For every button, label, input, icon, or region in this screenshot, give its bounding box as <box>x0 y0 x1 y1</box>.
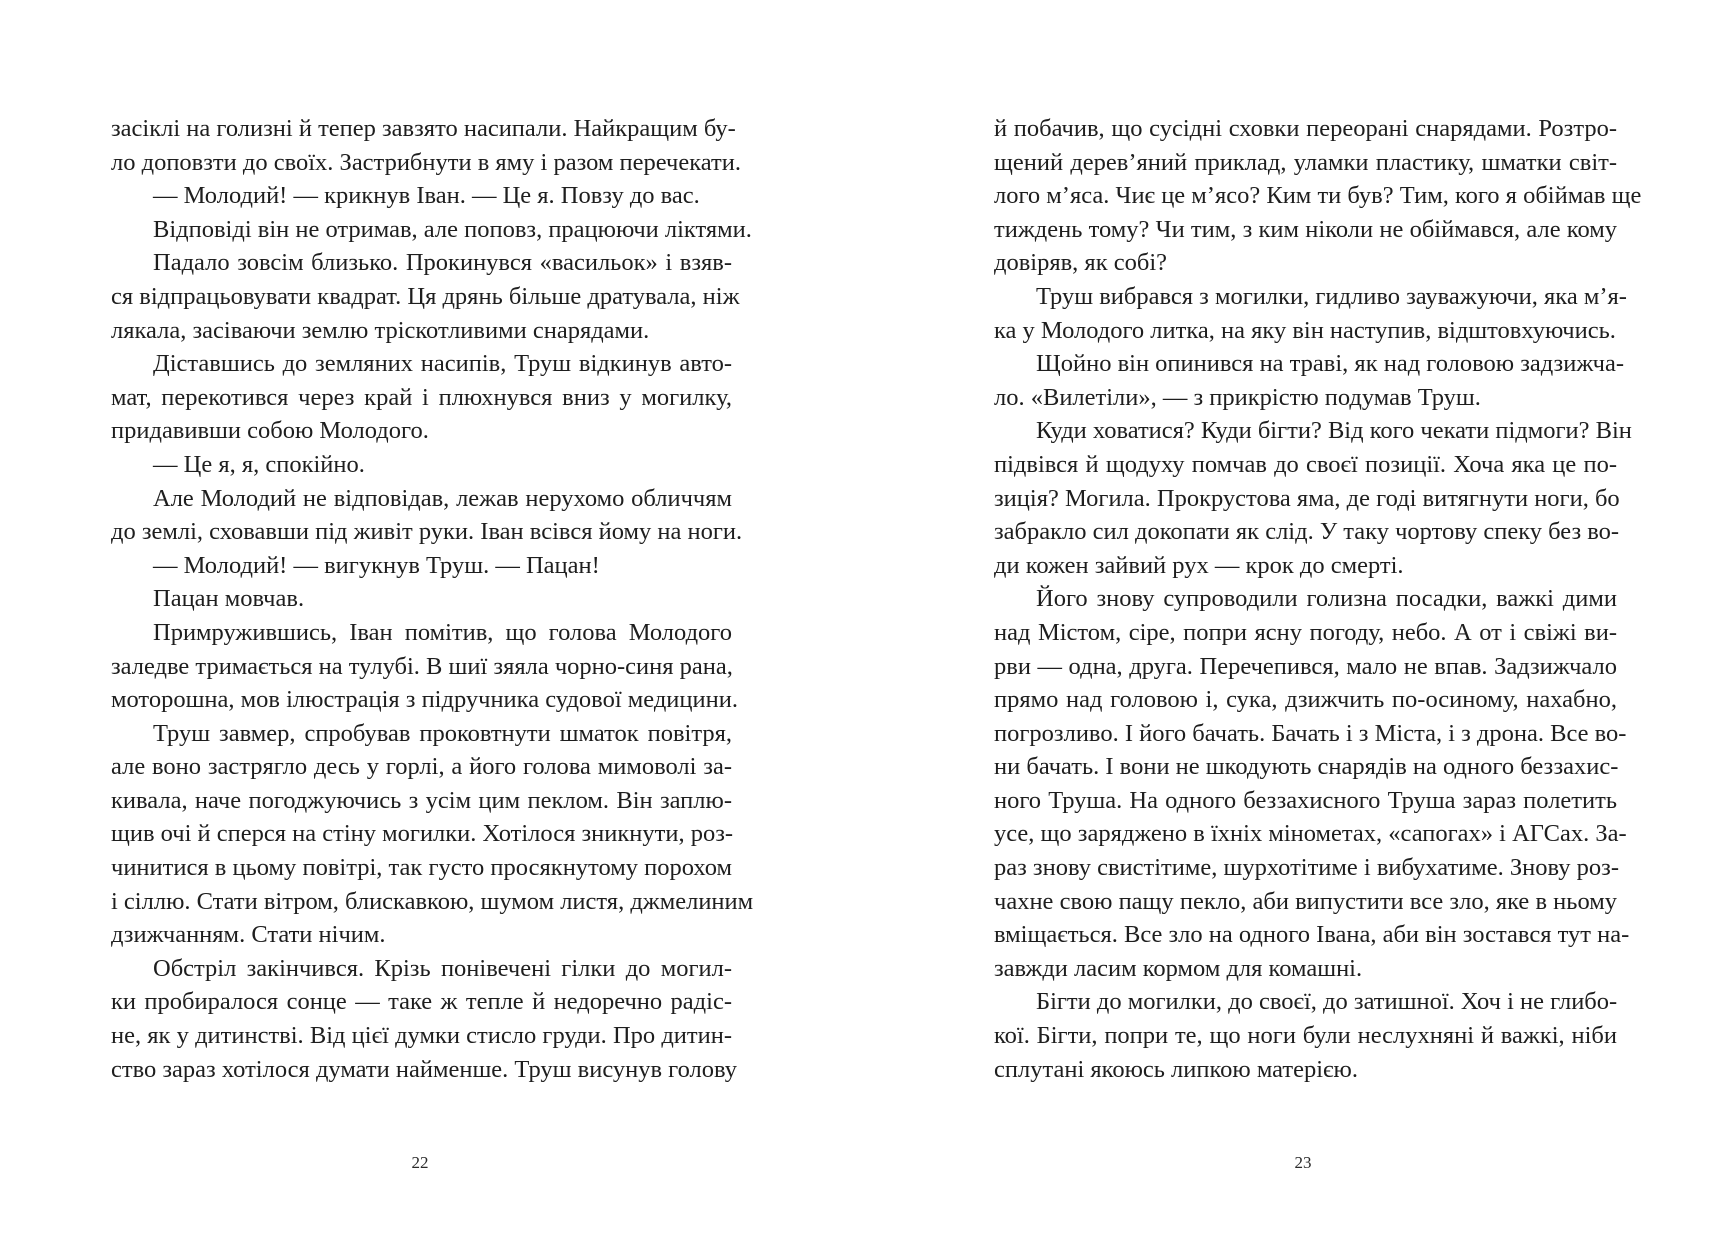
text-line: зиція? Могила. Прокрустова яма, де годі витягнути ноги, бо <box>994 484 1620 512</box>
text-line: кої. Бігти, попри те, що ноги були неслухняні й важкі, ніби <box>994 1022 1617 1050</box>
text-line: Примружившись, Іван помітив, що голова Молодого <box>153 618 732 646</box>
text-line: Падало зовсім близько. Прокинувся «васильок» і взяв- <box>153 249 732 277</box>
text-line: мат, перекотився через край і плюхнувся вниз у могилку, <box>111 383 732 411</box>
text-line: забракло сил докопати як слід. У таку чортову спеку без во- <box>994 518 1620 546</box>
text-line: до землі, сховавши під живіт руки. Іван всівся йому на ноги. <box>111 518 743 546</box>
text-line: заледве тримається на тулубі. В шиї зяяла чорно-синя рана, <box>111 652 733 680</box>
text-line: — Це я, я, спокійно. <box>153 450 365 478</box>
text-line: придавивши собою Молодого. <box>111 417 429 445</box>
text-line: Відповіді він не отримав, але поповз, працюючи ліктями. <box>153 215 752 243</box>
text-line: засіклі на голизні й тепер завзято насипали. Найкращим бу- <box>111 115 736 142</box>
text-line: чахне свою пащу пекло, аби випустити все зло, яке в ньому <box>994 887 1617 915</box>
left-page-text <box>111 112 754 1086</box>
text-line: кивала, наче погоджуючись з усім цим пеклом. Він заплю- <box>111 786 732 814</box>
text-line: ло. «Вилетіли», — з прикрістю подумав Труш. <box>994 383 1481 411</box>
text-line: ного Труша. На одного беззахисного Труша зараз полетить <box>994 786 1617 814</box>
text-line: не, як у дитинстві. Від цієї думки стисло груди. Про дитин- <box>111 1022 732 1050</box>
text-line: усе, що заряджено в їхніх мінометах, «сапогах» і АГСах. За- <box>994 820 1627 848</box>
text-line: рви — одна, друга. Перечепився, мало не впав. Задзижчало <box>994 652 1617 680</box>
text-line: чинитися в цьому повітрі, так густо просякнутому порохом <box>111 854 732 882</box>
text-line: лого м’яса. Чиє це м’ясо? Ким ти був? Тим, кого я обіймав ще <box>994 182 1642 210</box>
text-line: прямо над головою і, сука, дзижчить по-осиному, нахабно, <box>994 686 1617 714</box>
text-line: але воно застрягло десь у горлі, а його голова мимоволі за- <box>111 753 732 781</box>
text-line: довіряв, як собі? <box>994 249 1167 277</box>
text-line: над Містом, сіре, попри ясну погоду, небо. А от і свіжі ви- <box>994 618 1617 646</box>
text-line: завжди ласим кормом для комашні. <box>994 954 1363 982</box>
text-line: Щойно він опинився на траві, як над головою задзижча- <box>1036 350 1624 378</box>
text-line: й побачив, що сусідні сховки переорані снарядами. Розтро- <box>994 115 1617 142</box>
text-line: раз знову свистітиме, шурхотітиме і вибухатиме. Знову роз- <box>994 854 1619 882</box>
text-line: Діставшись до земляних насипів, Труш відкинув авто- <box>153 350 732 378</box>
text-line: щений дерев’яний приклад, уламки пластику, шматки світ- <box>994 148 1617 176</box>
text-line: Куди ховатися? Куди бігти? Від кого чекати підмоги? Він <box>1036 417 1632 445</box>
text-line: Бігти до могилки, до своєї, до затишної. Хоч і не глибо- <box>1036 988 1618 1016</box>
text-line: — Молодий! — вигукнув Труш. — Пацан! <box>153 551 600 579</box>
text-line: Але Молодий не відповідав, лежав нерухомо обличчям <box>153 484 732 512</box>
right-page <box>856 0 1713 1258</box>
text-line: моторошна, мов ілюстрація з підручника судової медицини. <box>111 686 738 714</box>
text-line: ка у Молодого литка, на яку він наступив, відштовхуючись. <box>994 316 1616 344</box>
page-number-left: 22 <box>411 1153 429 1172</box>
text-line: щив очі й сперся на стіну могилки. Хотілося зникнути, роз- <box>111 820 734 848</box>
text-line: ди кожен зайвий рух — крок до смерті. <box>994 551 1404 579</box>
text-line: ло доповзти до своїх. Застрибнути в яму і разом перечекати. <box>111 148 741 176</box>
text-line: Обстріл закінчився. Крізь понівечені гілки до могил- <box>153 954 732 982</box>
text-line: Його знову супроводили голизна посадки, важкі дими <box>1036 585 1617 613</box>
text-line: погрозливо. І його бачать. Бачать і з Міста, і з дрона. Все во- <box>994 719 1627 747</box>
text-line: ся відпрацьовувати квадрат. Ця дрянь більше дратувала, ніж <box>111 282 740 310</box>
text-line: тиждень тому? Чи тим, з ким ніколи не обіймався, але кому <box>994 215 1617 243</box>
text-line: і сіллю. Стати вітром, блискавкою, шумом листя, джмелиним <box>111 887 754 915</box>
text-line: вміщається. Все зло на одного Івана, аби він зостався тут на- <box>994 921 1630 949</box>
text-line: ки пробиралося сонце — таке ж тепле й недоречно радіс- <box>111 988 732 1016</box>
text-line: дзижчанням. Стати нічим. <box>111 921 386 949</box>
text-line: Труш завмер, спробував проковтнути шматок повітря, <box>153 719 732 747</box>
left-page <box>0 0 856 1258</box>
text-line: Пацан мовчав. <box>153 585 305 613</box>
page-number-right: 23 <box>1294 1153 1312 1172</box>
text-line: ни бачать. І вони не шкодують снарядів на одного беззахис- <box>994 753 1619 781</box>
right-page-text <box>994 112 1642 1086</box>
text-line: — Молодий! — крикнув Іван. — Це я. Повзу до вас. <box>153 182 700 210</box>
text-line: сплутані якоюсь липкою матерією. <box>994 1055 1358 1083</box>
text-line: підвівся й щодуху помчав до своєї позиції. Хоча яка це по- <box>994 450 1617 478</box>
text-line: лякала, засіваючи землю тріскотливими снарядами. <box>111 316 650 344</box>
text-line: ство зараз хотілося думати найменше. Труш висунув голову <box>111 1055 737 1083</box>
text-line: Труш вибрався з могилки, гидливо зауважуючи, яка м’я- <box>1036 282 1627 310</box>
